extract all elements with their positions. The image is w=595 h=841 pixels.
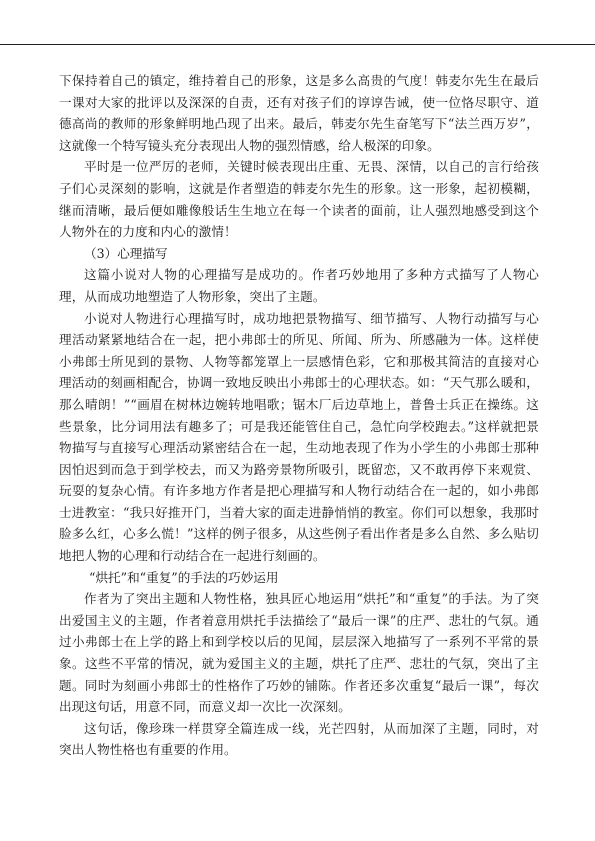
paragraph-5: 作者为了突出主题和人物性格，独具匠心地运用“烘托”和“重复”的手法。为了突出爱国主义的主题，作者着意用烘托手法描绘了“最后一课”的庄严、悲壮的气氛。通过小弗郎士在上学的路上和到学校以后的见闻，层层深入地描写了一系列不平常的景象。这些不平常的情况，就为爱国主义的主题，烘托了庄严、悲壮的气氛，突出了主题。同时为刻画小弗郎士的性格作了巧妙的铺陈。作者还多次重复“最后一课”，每次出现这句话，用意不同，而意义却一次比一次深刻。	[59, 591, 539, 715]
paragraph-6: 这句话，像珍珠一样贯穿全篇连成一线，光芒四射，从而加深了主题，同时，对突出人物性格也有重要的作用。	[59, 720, 539, 758]
section-heading-psychology: （3）心理描写	[84, 245, 168, 261]
paragraph-4: 小说对人物进行心理描写时，成功地把景物描写、细节描写、人物行动描写与心理活动紧紧地结合在一起，把小弗郎士的所见、所闻、所为、所感融为一体。这样使小弗郎士所见到的景物、人物等都笼罩上一层感情色彩，它和那极其简洁的直接对心理活动的刻画相配合，协调一致地反映出小弗郎士的心理状态。如：“天气那么暖和，那么晴朗！”“画眉在树林边婉转地唱歌；锯木厂后边草地上，普鲁士兵正在操练。这些景象，比分词用法有趣多了；可是我还能管住自己，急忙向学校跑去。”这样就把景物描写与直接写心理活动紧密结合在一起，生动地表现了作为小学生的小弗郎士那种因怕迟到而急于到学校去，而又为路旁景物所吸引，既留恋，又不敢再停下来观赏、玩耍的复杂心情。有许多地方作者是把心理描写和人物行动结合在一起的，如小弗郎士进教室：“我只好推开门，当着大家的面走进静悄悄的教室。你们可以想象，我那时脸多么红，心多么慌！”这样的例子很多，从这些例子看出作者是多么自然、多么贴切地把人物的心理和行动结合在一起进行刻画的。	[59, 310, 539, 564]
header-rule	[0, 44, 595, 45]
paragraph-3: 这篇小说对人物的心理描写是成功的。作者巧妙地用了多种方式描写了人物心理，从而成功地塑造了人物形象，突出了主题。	[59, 267, 539, 304]
document-body	[59, 70, 539, 761]
paragraph-2: 平时是一位严厉的老师，关键时候表现出庄重、无畏、深情，以自己的言行给孩子们心灵深刻的影响，这就是作者塑造的韩麦尔先生的形象。这一形象，起初模糊，继而清晰，最后便如雕像般话生生地立在每一个读者的面前，让人强烈地感受到这个人物外在的力度和内心的激情！	[59, 159, 539, 240]
section-heading-contrast-repetition: “烘托”和“重复”的手法的巧妙运用	[89, 569, 279, 585]
paragraph-1: 下保持着自己的镇定，维持着自己的形象，这是多么高贵的气度！韩麦尔先生在最后一课对大家的批评以及深深的自责，还有对孩子们的谆谆告诫，使一位恪尽职守、道德高尚的教师的形象鲜明地凸现了出来。最后，韩麦尔先生奋笔写下“法兰西万岁”，这就像一个特写镜头充分表现出人物的强烈情感，给人极深的印象。	[59, 73, 539, 153]
